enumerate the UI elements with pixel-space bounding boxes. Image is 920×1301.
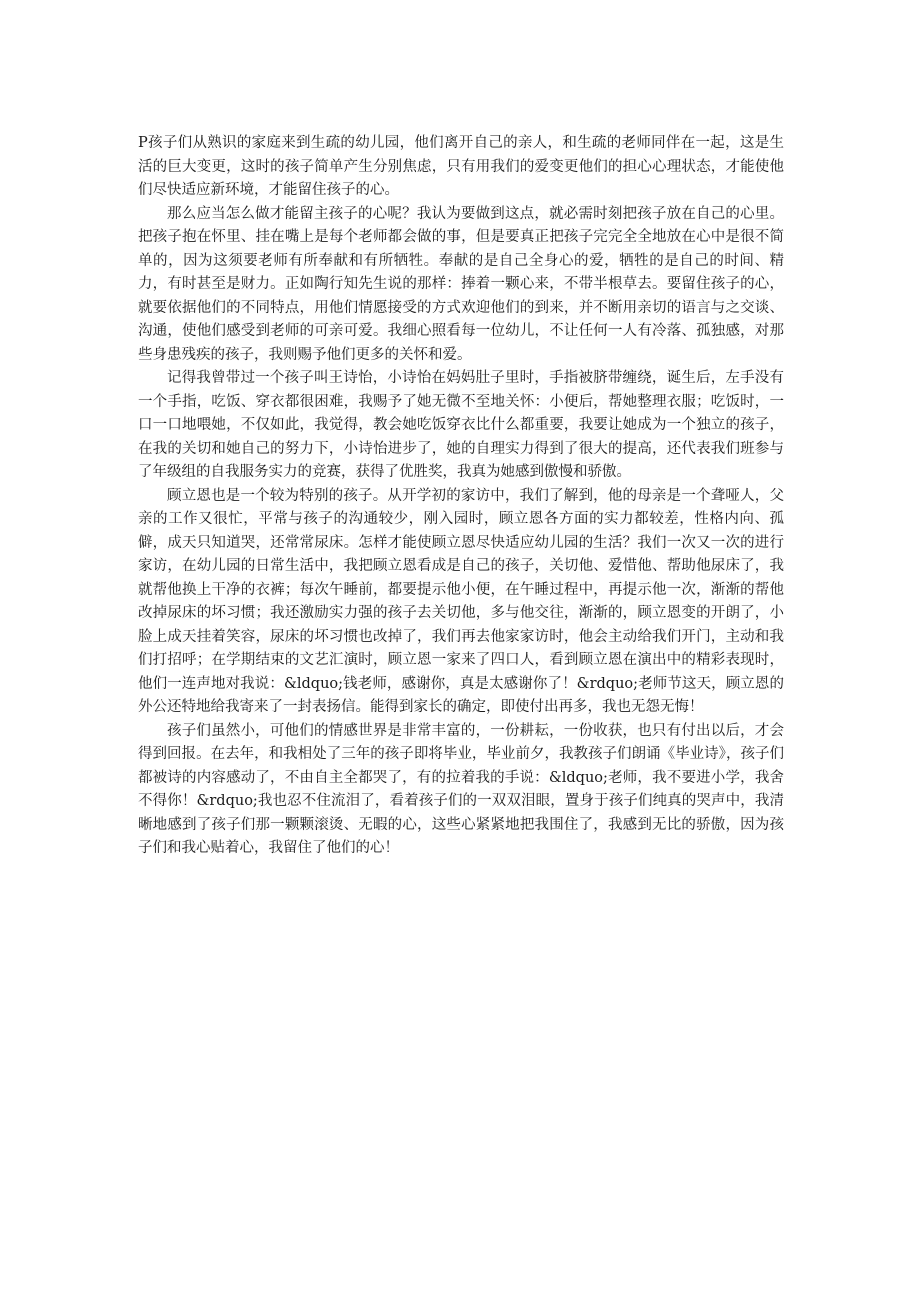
paragraph-4: 顾立恩也是一个较为特别的孩子。从开学初的家访中，我们了解到，他的母亲是一个聋哑人，父亲的工作又很忙，平常与孩子的沟通较少，刚入园时，顾立恩各方面的实力都较差，性格内向、孤僻，成天只知道哭，还常常尿床。怎样才能使顾立恩尽快适应幼儿园的生活？我们一次又一次的进行家访，在幼儿园的日常生活中，我把顾立恩看成是自己的孩子，关切他、爱惜他、帮助他尿床了，我就帮他换上干净的衣裤；每次午睡前，都要提示他小便，在午睡过程中，再提示他一次，渐渐的帮他改掉尿床的坏习惯；我还激励实力强的孩子去关切他，多与他交往，渐渐的，顾立恩变的开朗了，小脸上成天挂着笑容，尿床的坏习惯也改掉了，我们再去他家家访时，他会主动给我们开门，主动和我们打招呼；在学期结束的文艺汇演时，顾立恩一家来了四口人，看到顾立恩在演出中的精彩表现时，他们一连声地对我说：&ldquo;钱老师，感谢你，真是太感谢你了！&rdquo;老师节这天，顾立恩的外公还特地给我寄来了一封表扬信。能得到家长的确定，即使付出再多，我也无怨无悔！ — [138, 487, 784, 715]
paragraph-1: P孩子们从熟识的家庭来到生疏的幼儿园，他们离开自己的亲人，和生疏的老师同伴在一起，这是生活的巨大变更，这时的孩子简单产生分别焦虑，只有用我们的爱变更他们的担心心理状态，才能使他们尽快适应新环境，才能留住孩子的心。 — [138, 135, 784, 198]
paragraph-3: 记得我曾带过一个孩子叫王诗怡，小诗怡在妈妈肚子里时，手指被脐带缠绕，诞生后，左手没有一个手指，吃饭、穿衣都很困难，我赐予了她无微不至地关怀：小便后，帮她整理衣服；吃饭时，一口一口地喂她，不仅如此，我觉得，教会她吃饭穿衣比什么都重要，我要让她成为一个独立的孩子，在我的关切和她自己的努力下，小诗怡进步了，她的自理实力得到了很大的提高，还代表我们班参与了年级组的自我服务实力的竞赛，获得了优胜奖，我真为她感到傲慢和骄傲。 — [138, 370, 784, 480]
paragraph-5: 孩子们虽然小，可他们的情感世界是非常丰富的，一份耕耘，一份收获，也只有付出以后，才会得到回报。在去年，和我相处了三年的孩子即将毕业，毕业前夕，我教孩子们朗诵《毕业诗》，孩子们都被诗的内容感动了，不由自主全都哭了，有的拉着我的手说：&ldquo;老师，我不要进小学，我舍不得你！&rdquo;我也忍不住流泪了，看着孩子们的一双双泪眼，置身于孩子们纯真的哭声中，我清晰地感到了孩子们那一颗颗滚烫、无暇的心，这些心紧紧地把我围住了，我感到无比的骄傲，因为孩子们和我心贴着心，我留住了他们的心！ — [138, 722, 784, 856]
document-body — [138, 132, 784, 861]
paragraph-2: 那么应当怎么做才能留主孩子的心呢？我认为要做到这点，就必需时刻把孩子放在自己的心里。把孩子抱在怀里、挂在嘴上是每个老师都会做的事，但是要真正把孩子完完全全地放在心中是很不简单的，因为这须要老师有所奉献和有所牺牲。奉献的是自己全身心的爱，牺牲的是自己的时间、精力，有时甚至是财力。正如陶行知先生说的那样：捧着一颗心来，不带半根草去。要留住孩子的心，就要依据他们的不同特点，用他们情愿接受的方式欢迎他们的到来，并不断用亲切的语言与之交谈、沟通，使他们感受到老师的可亲可爱。我细心照看每一位幼儿，不让任何一人有冷落、孤独感，对那些身患残疾的孩子，我则赐予他们更多的关怀和爱。 — [138, 205, 784, 363]
